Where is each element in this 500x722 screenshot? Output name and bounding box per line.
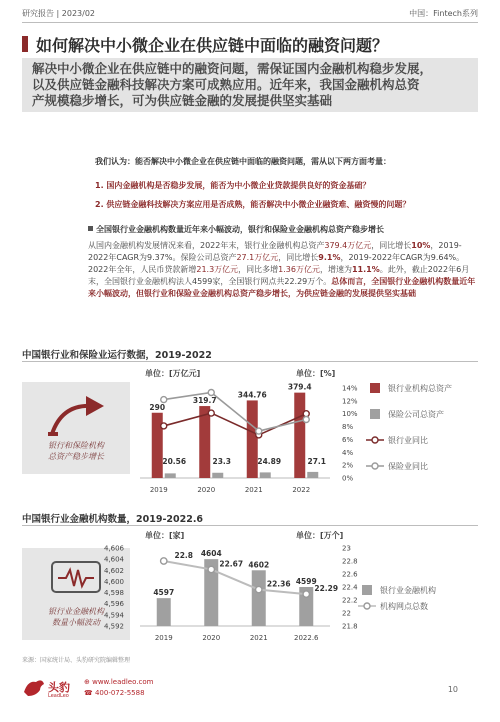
chart2-x-tick: 2022.6: [294, 634, 319, 642]
chart1-y-right-tick: 8%: [342, 423, 354, 432]
chart1-bar: [152, 413, 163, 478]
chart2-y-right-tick: 21.8: [342, 622, 358, 631]
chart1-y-right-tick: 6%: [342, 435, 354, 444]
chart2-bar-label: 4602: [248, 560, 270, 570]
para-highlight: 11.1%: [351, 265, 380, 274]
chart1-bar-label: 319.7: [192, 396, 217, 406]
para-highlight: 1.36万亿元: [278, 265, 320, 274]
chart2-line-label: 22.67: [219, 559, 244, 569]
para-highlight: 21.3万亿元: [196, 265, 239, 274]
website-text: www.leadleo.com: [92, 678, 154, 686]
chart1-bar: [199, 406, 210, 478]
chart2-y-left-tick: 4,604: [103, 555, 124, 564]
summary-line-3: 产规模稳步增长，可为供应链金融的发展提供坚实基础: [32, 93, 333, 108]
source-note: 来源：国家统计局、头豹研究院编辑整理: [22, 657, 131, 664]
chart1-bar: [212, 473, 223, 478]
para-highlight: 379.4万亿元: [324, 241, 372, 250]
chart1-legend-text: 保险公司总资产: [388, 410, 444, 419]
chart2-x-tick: 2020: [202, 634, 221, 642]
chart2-line-point: [161, 558, 167, 564]
chart2-y-right-tick: 22.4: [342, 583, 358, 592]
chart2-bar-label: 4597: [153, 588, 175, 598]
chart1-legend-marker: [372, 463, 378, 469]
chart2-y-left-tick: 4,594: [103, 611, 124, 620]
chart1-side-text-1: 银行和保险机构: [48, 441, 104, 450]
chart1-bar-label: 20.56: [162, 457, 187, 466]
para-highlight: 9.1%: [318, 253, 341, 262]
chart1-x-tick: 2021: [244, 486, 263, 494]
chart2-y-left-tick: 4,602: [103, 566, 124, 575]
chart1-line-point: [256, 428, 262, 434]
chart1-line-point: [161, 423, 167, 429]
chart2-y-right-tick: 22: [342, 609, 351, 618]
chart2-line-label: 22.36: [266, 579, 291, 589]
chart1-line-point: [208, 390, 214, 396]
chart2-y-right-tick: 22.2: [342, 596, 358, 605]
para-text: ，同比增长: [371, 241, 412, 250]
chart2-x-tick: 2021: [249, 634, 268, 642]
chart1-bar-label: 379.4: [287, 382, 312, 392]
chart1-y-right-tick: 12%: [342, 397, 358, 406]
para-text: ，2019-2022年CAGR为9.37%。保险公司总资产: [88, 241, 462, 262]
summary-line-2: 以及供应链金融科技解决方案可成熟应用。近年来，我国金融机构总资: [32, 77, 420, 92]
chart2-line-point: [303, 591, 309, 597]
chart2-y-right-tick: 22.6: [342, 570, 358, 579]
chart1-legend-swatch: [370, 409, 380, 419]
chart2-side-text-1: 银行业金融机构: [48, 607, 104, 616]
chart1-y-right-tick: 0%: [342, 474, 354, 483]
sub-heading-text: 全国银行业金融机构数量近年来小幅波动，银行和保险业金融机构总资产稳步增长: [96, 225, 384, 234]
chart2-bar-label: 4599: [295, 577, 317, 586]
chart2-legend-swatch: [362, 585, 372, 595]
chart2-bar: [252, 570, 266, 626]
chart1-bar: [294, 393, 305, 478]
logo-text-en: LeadLeo: [48, 693, 69, 699]
chart2-y-right-tick: 23: [342, 544, 351, 553]
chart1-side-text-2: 总资产稳步增长: [48, 452, 104, 461]
chart2-legend-marker: [364, 603, 370, 609]
para-text: 从国内金融机构发展情况来看，2022年末，银行业金融机构总资产: [88, 241, 325, 250]
para-text: ，同比多增: [238, 265, 279, 274]
chart1-title: 中国银行业和保险业运行数据，2019-2022: [22, 350, 212, 361]
chart2-y-right-tick: 22.8: [342, 557, 358, 566]
chart1-bar-label: 27.1: [307, 457, 327, 466]
chart1-line-point: [303, 417, 309, 423]
series-label: 中国：Fintech系列: [409, 9, 478, 18]
chart2-line-label: 22.29: [314, 584, 339, 594]
chart2-y-left-tick: 4,592: [103, 622, 124, 631]
para-highlight: 27.1万亿元: [236, 253, 279, 262]
chart1-legend-text: 银行业机构总资产: [388, 384, 452, 393]
chart1-y-right-tick: 10%: [342, 410, 358, 419]
chart2-title: 中国银行业金融机构数量，2019-2022.6: [22, 514, 204, 525]
chart2-unit-right: 单位：[万个]: [296, 531, 344, 540]
chart1-line: [164, 393, 307, 432]
chart1-legend-swatch: [370, 383, 380, 393]
report-label: 研究报告 | 2023/02: [22, 9, 96, 18]
chart1-line-point: [161, 397, 167, 403]
chart1-bar: [260, 472, 271, 478]
chart1-x-tick: 2019: [149, 486, 168, 494]
chart2-legend-text: 银行业金融机构: [380, 586, 436, 595]
chart1-bar-label: 344.76: [237, 390, 267, 400]
chart1-legend-text: 保险业同比: [388, 462, 428, 471]
chart2-x-tick: 2019: [154, 634, 173, 642]
view-statement: 我们认为：能否解决中小微企业在供应链中面临的融资问题，需从以下两方面考量：: [95, 157, 391, 166]
leopard-logo-icon: [22, 676, 46, 698]
chart1-legend-text: 银行业同比: [388, 436, 428, 445]
chart2-line-point: [208, 566, 214, 572]
chart2-legend-text: 机构网点总数: [380, 602, 428, 611]
chart1-bar: [307, 472, 318, 478]
chart1-unit-left: 单位：[万亿元]: [145, 369, 201, 378]
chart1-x-tick: 2022: [292, 486, 311, 494]
phone-icon: ☎: [84, 689, 95, 697]
chart1-bar-label: 290: [149, 402, 166, 412]
website-link[interactable]: [84, 678, 153, 686]
chart2-y-left-tick: 4,600: [103, 577, 124, 586]
chart1-bar-label: 23.3: [212, 457, 232, 466]
chart1-y-right-tick: 2%: [342, 461, 354, 470]
globe-icon: ⊕: [84, 678, 93, 686]
phone-number: [84, 689, 145, 697]
chart1-legend-marker: [372, 437, 378, 443]
page-number: 10: [447, 685, 458, 694]
chart2-unit-left: 单位：[家]: [145, 531, 185, 540]
chart2-y-left-tick: 4,606: [103, 544, 124, 553]
chart1-y-right-tick: 14%: [342, 384, 358, 393]
chart2-line-label: 22.8: [174, 551, 194, 560]
para-highlight: 10%: [411, 241, 431, 250]
para-text: ，增速为: [319, 265, 352, 274]
footer-logo: [22, 676, 162, 702]
chart2-y-left-tick: 4,596: [103, 600, 124, 609]
chart1-bar: [165, 473, 176, 478]
para-text: ，2019-2022年CAGR为9.64%。2022年全年，人民币贷款新增: [88, 253, 465, 274]
para-text: 。此外，截止2022年6月末，全国银行业金融机构法人4599家，全国银行网点共22.29万个。: [88, 265, 470, 286]
chart2-y-left-tick: 4,598: [103, 589, 124, 598]
phone-text: 400-072-5588: [94, 689, 145, 697]
chart1-bar: [247, 400, 258, 478]
chart1-line-point: [208, 410, 214, 416]
summary-line-1: 解决中小微企业在供应链中的融资问题，需保证国内金融机构稳步发展，: [32, 61, 433, 76]
para-text: ，同比增长: [278, 253, 319, 262]
chart1-unit-right: 单位：[%]: [296, 369, 336, 378]
chart2-bar-label: 4604: [200, 549, 222, 559]
para-conclusion: 总体而言，全国银行业金融机构数量近年来小幅波动，但银行业和保险业金融机构总资产稳步增长，为供应链金融的发展提供坚实基础: [88, 277, 476, 298]
question-1: 1. 国内金融机构是否稳步发展，能否为中小微企业贷款提供良好的资金基础？: [95, 181, 371, 190]
chart1-bar-label: 24.89: [257, 457, 282, 466]
chart2-side-text-2: 数量小幅波动: [52, 618, 100, 627]
chart1-x-tick: 2020: [197, 486, 216, 494]
chart1-y-right-tick: 4%: [342, 448, 354, 457]
chart2-line-point: [256, 586, 262, 592]
chart2-bar: [157, 598, 171, 626]
page-title: 如何解决中小微企业在供应链中面临的融资问题？: [36, 36, 389, 55]
question-2: 2. 供应链金融科技解决方案应用是否成熟，能否解决中小微企业融资难、融资慢的问题？: [95, 200, 411, 209]
logo-text-cn: 头豹: [48, 681, 70, 694]
